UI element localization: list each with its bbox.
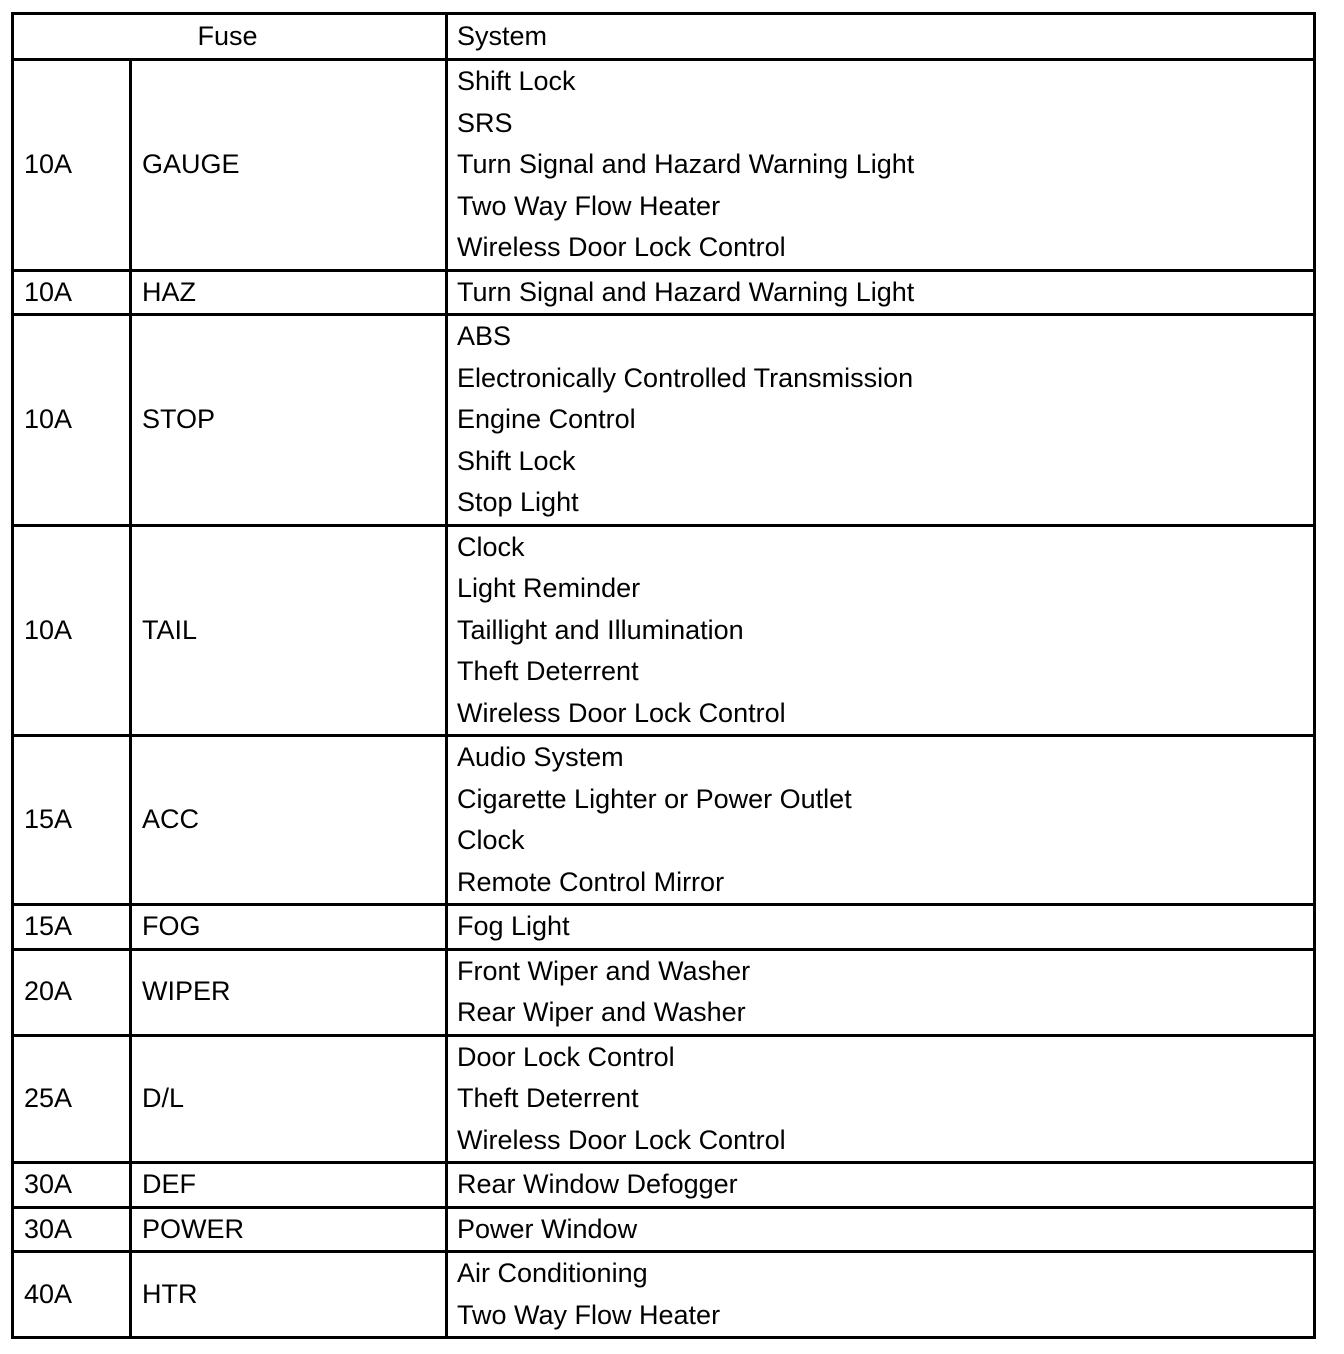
system-item: Wireless Door Lock Control: [457, 697, 786, 728]
system-item: Wireless Door Lock Control: [457, 232, 786, 262]
table-row: [13, 736, 1315, 905]
system-item: Air Conditioning: [457, 1258, 648, 1288]
system-item: Door Lock Control: [457, 1041, 675, 1072]
system-item: ABS: [457, 321, 512, 351]
fuse-systems: [447, 525, 1315, 736]
table-body: [13, 60, 1315, 1338]
system-item: Audio System: [457, 742, 624, 772]
system-item: Shift Lock: [457, 66, 576, 96]
system-item: Engine Control: [457, 404, 636, 434]
system-item: Clock: [457, 531, 525, 562]
fuse-systems: [447, 949, 1315, 1035]
fuse-name: D/L: [131, 1035, 447, 1163]
fuse-amperage: 10A: [13, 60, 131, 271]
table-row: [13, 270, 1315, 315]
fuse-amperage: 15A: [13, 736, 131, 905]
fuse-name: HAZ: [131, 270, 447, 315]
fuse-amperage: 30A: [13, 1207, 131, 1252]
system-item: Two Way Flow Heater: [457, 190, 721, 221]
fuse-amperage: 10A: [13, 270, 131, 315]
system-item: Light Reminder: [457, 573, 641, 603]
fuse-systems: [447, 1207, 1315, 1252]
system-item: Theft Deterrent: [457, 656, 639, 686]
fuse-systems: [447, 736, 1315, 905]
fuse-amperage: 30A: [13, 1163, 131, 1208]
fuse-systems: [447, 1252, 1315, 1338]
fuse-name: GAUGE: [131, 60, 447, 271]
system-item: Rear Window Defogger: [457, 1169, 738, 1199]
fuse-name: TAIL: [131, 525, 447, 736]
system-item: Turn Signal and Hazard Warning Light: [457, 149, 915, 179]
fuse-name: ACC: [131, 736, 447, 905]
fuse-table: [11, 12, 1316, 1339]
header-fuse: Fuse: [13, 14, 447, 60]
fuse-systems: [447, 315, 1315, 526]
system-item: Two Way Flow Heater: [457, 1299, 721, 1330]
table-row: [13, 525, 1315, 736]
table-row: [13, 1252, 1315, 1338]
fuse-amperage: 15A: [13, 905, 131, 950]
fuse-amperage: 40A: [13, 1252, 131, 1338]
system-item: Fog Light: [457, 911, 570, 941]
system-item: Shift Lock: [457, 445, 576, 476]
fuse-amperage: 25A: [13, 1035, 131, 1163]
system-item: Clock: [457, 825, 525, 855]
system-item: Front Wiper and Washer: [457, 955, 751, 986]
system-item: Wireless Door Lock Control: [457, 1124, 786, 1155]
table-row: [13, 1163, 1315, 1208]
system-item: Remote Control Mirror: [457, 866, 725, 897]
fuse-amperage: 10A: [13, 525, 131, 736]
header-system: System: [447, 14, 1315, 60]
table-row: [13, 315, 1315, 526]
fuse-amperage: 10A: [13, 315, 131, 526]
fuse-name: STOP: [131, 315, 447, 526]
fuse-name: HTR: [131, 1252, 447, 1338]
system-item: Stop Light: [457, 487, 579, 517]
system-item: Rear Wiper and Washer: [457, 997, 746, 1027]
fuse-name: POWER: [131, 1207, 447, 1252]
table-row: [13, 949, 1315, 1035]
fuse-systems: [447, 1035, 1315, 1163]
system-item: Electronically Controlled Transmission: [457, 362, 914, 393]
table-row: [13, 1207, 1315, 1252]
system-item: Power Window: [457, 1213, 638, 1244]
fuse-systems: [447, 60, 1315, 271]
system-item: Taillight and Illumination: [457, 614, 744, 645]
table-row: [13, 1035, 1315, 1163]
fuse-systems: [447, 1163, 1315, 1208]
fuse-systems: [447, 905, 1315, 950]
system-item: Cigarette Lighter or Power Outlet: [457, 783, 852, 814]
system-item: SRS: [457, 107, 513, 138]
fuse-name: WIPER: [131, 949, 447, 1035]
system-item: Theft Deterrent: [457, 1083, 639, 1113]
fuse-name: FOG: [131, 905, 447, 950]
fuse-systems: [447, 270, 1315, 315]
fuse-name: DEF: [131, 1163, 447, 1208]
fuse-amperage: 20A: [13, 949, 131, 1035]
table-header-row: [13, 14, 1315, 60]
table-row: [13, 60, 1315, 271]
system-item: Turn Signal and Hazard Warning Light: [457, 276, 915, 307]
table-row: [13, 905, 1315, 950]
